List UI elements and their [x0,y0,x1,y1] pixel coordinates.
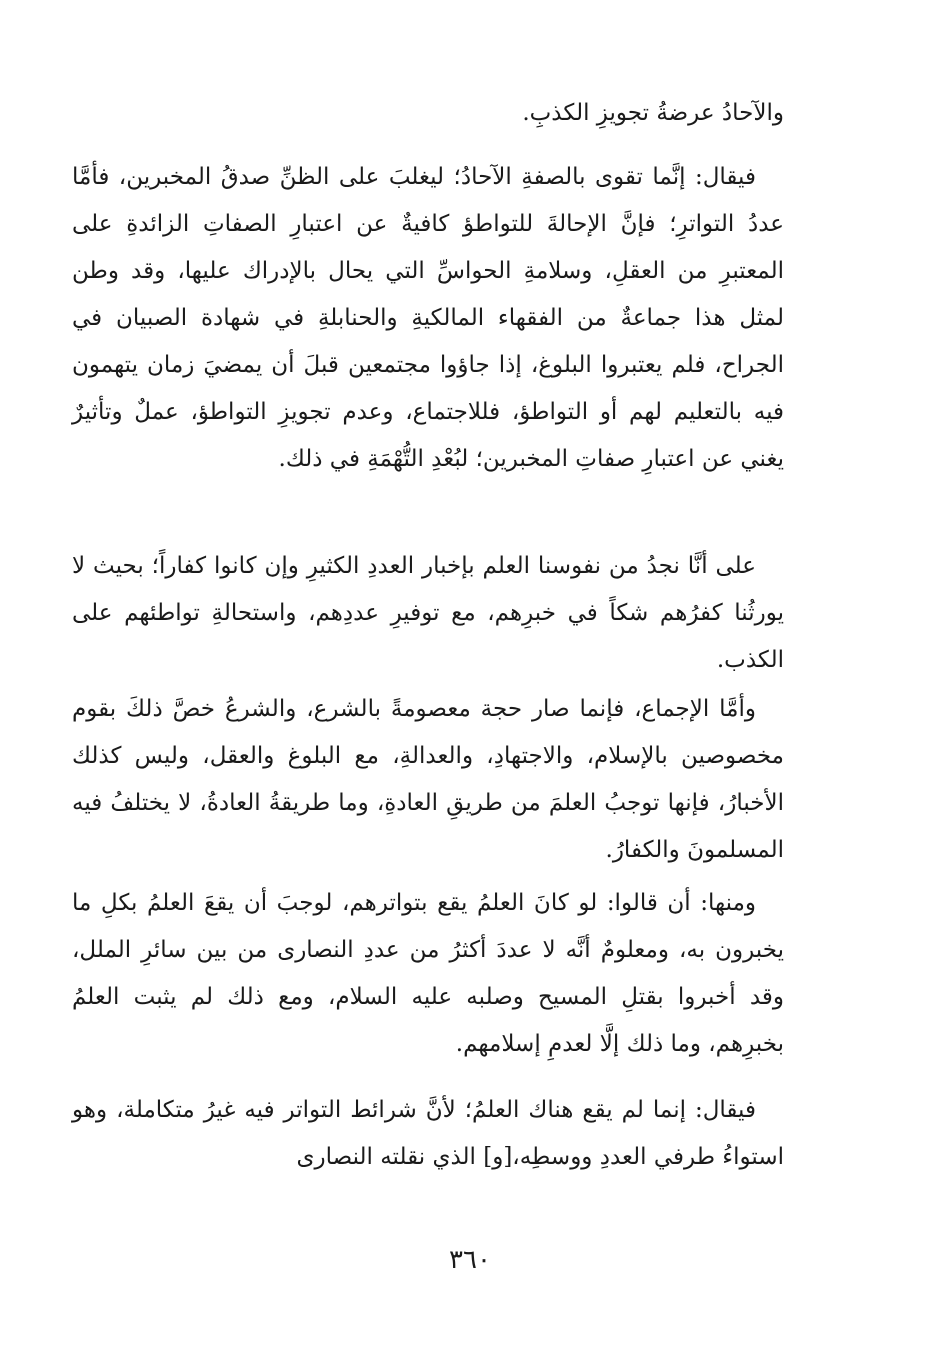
paragraph: وأمَّا الإجماع، فإنما صار حجة معصومةً بالشرع، والشرعُ خصَّ ذلكَ بقوم مخصوصين بالإسلام، والاجتهادِ، والعدالةِ، مع البلوغ والعقل، وليس كذلك الأخبارُ، فإنها توجبُ العلمَ من طريقِ العادةِ، وما طريقةُ العادةُ، لا يختلفُ فيه المسلمونَ والكفارُ. [72,696,784,863]
paragraph: والآحادُ عرضةُ تجويزِ الكذبِ. [522,100,784,126]
text-block-3 [72,543,784,684]
text-block-5 [72,880,784,1068]
paragraph: فيقال: إنَّما تقوى بالصفةِ الآحادُ؛ ليغلبَ على الظنِّ صدقُ المخبرين، فأمَّا عددُ التواترِ؛ فإنَّ الإحالةَ للتواطؤ كافيةٌ عن اعتبارِ الصفاتِ الزائدةِ على المعتبرِ من العقلِ، وسلامةِ الحواسِّ التي يحال بالإدراك عليها، وقد وطن لمثل هذا جماعةٌ من الفقهاء المالكيةِ والحنابلةِ في شهادة الصبيان في الجراح، فلم يعتبروا البلوغ، إذا جاؤوا مجتمعين قبلَ أن يمضيَ زمان يتهمون فيه بالتعليم لهم أو التواطؤ، فللاجتماع، وعدم تجويزِ التواطؤ، عملٌ وتأثيرٌ يغني عن اعتبارِ صفاتِ المخبرين؛ لبُعْدِ التُّهْمَةِ في ذلك. [72,164,784,472]
text-block-2 [72,154,784,483]
paragraph: ومنها: أن قالوا: لو كانَ العلمُ يقع بتواترهم، لوجبَ أن يقعَ العلمُ بكلِ ما يخبرون به، ومعلومٌ أنَّه لا عددَ أكثرُ من عددِ النصارى من بين سائرِ الملل، وقد أخبروا بقتلِ المسيح وصلبه عليه السلام، ومع ذلك لم يثبت العلمُ بخبرِهم، وما ذلك إلَّا لعدمِ إسلامهم. [72,890,784,1057]
paragraph: على أنَّا نجدُ من نفوسنا العلم بإخبار العددِ الكثيرِ وإن كانوا كفاراً؛ بحيث لا يورثُنا كفرُهم شكاً في خبرِهم، مع توفيرِ عددِهم، واستحالةِ تواطئهم على الكذب. [72,553,784,673]
paragraph: فيقال: إنما لم يقع هناك العلمُ؛ لأنَّ شرائط التواتر فيه غيرُ متكاملة، وهو استواءُ طرفي العددِ ووسطِه،[و] الذي نقلته النصارى [72,1097,784,1170]
page-number: ٣٦٠ [449,1245,491,1275]
text-block-6 [72,1087,784,1181]
text-block-1 [72,90,784,137]
text-block-4 [72,686,784,874]
